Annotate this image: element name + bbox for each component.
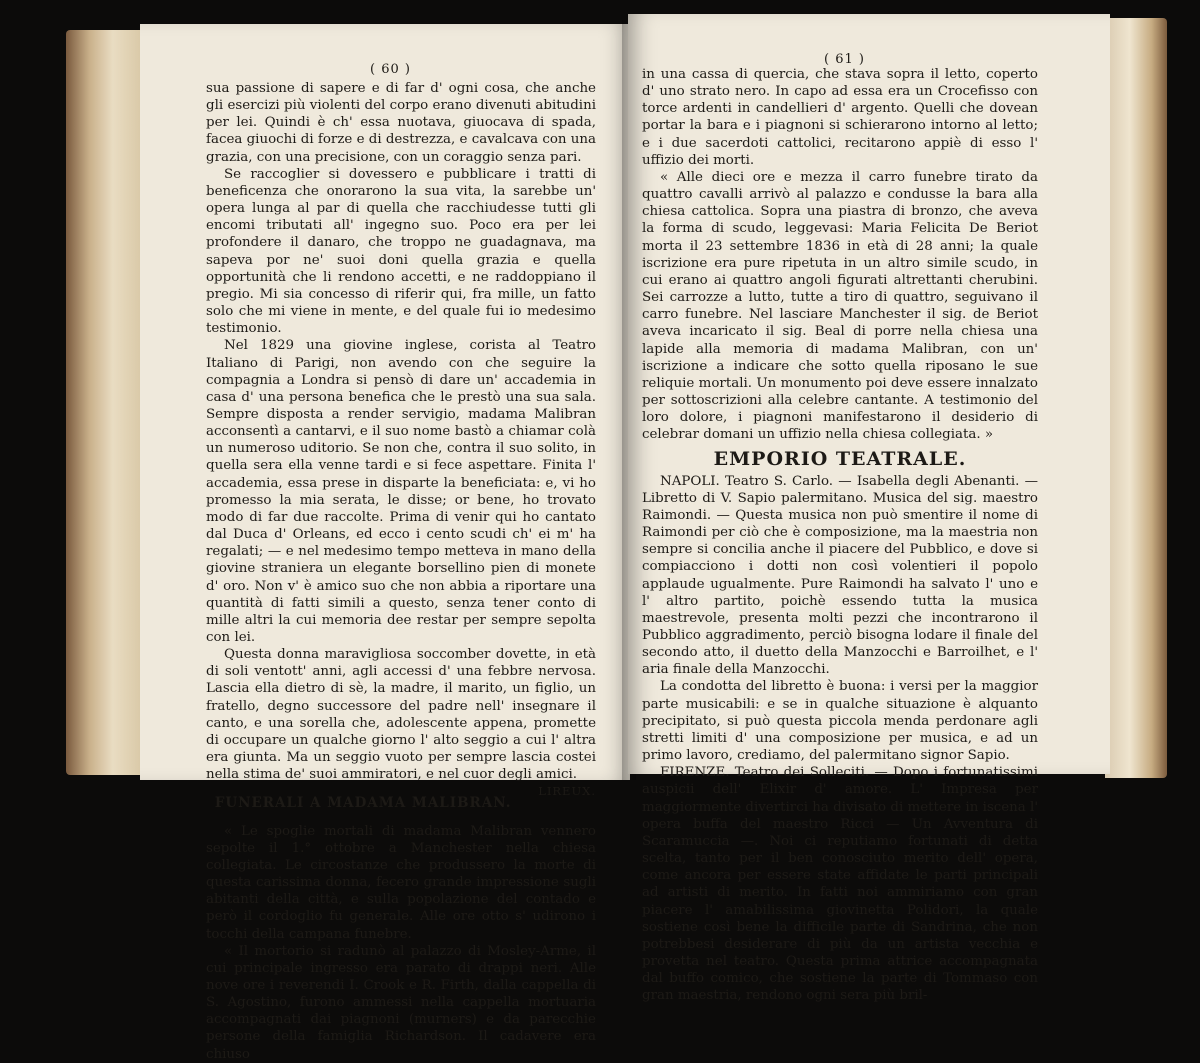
page-number: ( 61 )	[824, 52, 865, 67]
section-heading: FUNERALI A MADAMA MALIBRAN.	[214, 795, 512, 812]
paragraph: Nel 1829 una giovine inglese, corista al Teatro Italiano di Parigi, non avendo con che seguire la compagnia a Londra si pensò di dare un' accademia in casa d' una persona benefica che le prestò una sua sala. Sempre disposta a render servigio, madama Malibran acconsentì a cantarvi, e il suo nome bastò a chiamar colà un numeroso uditorio. Se non che, contra il suo solito, in quella sera ella venne tardi e si fece aspettare. Finita l' accademia, essa prese in disparte la beneficiata: e, vi ho promesso la mia serata, le disse; or bene, ho trovato modo di far due raccolte. Prima di venir qui ho cantato dal Duca d' Orleans, ed ecco i cento scudi ch' ei m' ha regalati; — e nel medesimo tempo metteva in mano della giovine straniera un elegante borsellino pien di monete d' oro. Non v' è amico suo che non abbia a riportare una quantità di fatti simili a questo, senza tener conto di mille altri la cui memoria dee restar per sempre sepolta con lei.	[206, 338, 596, 645]
left-page	[140, 24, 630, 1062]
text-column	[642, 66, 1038, 1004]
paragraph	[206, 646, 596, 799]
book-page-edges-left	[66, 30, 144, 775]
paragraph-text: Questa donna maravigliosa soccomber dovette, in età di soli ventott' anni, agli accessi d' una febbre nervosa. Lascia ella dietro di sè, la madre, il marito, un figlio, un fratello, degno successore del padre nell' insegnare il canto, e una sorella che, adolescente appena, promette di occupare un qualche giorno l' alto seggio a cui l' altra era giunta. Ma un seggio vuoto per sempre lascia costei nella stima de' suoi ammiratori, e nel cuor degli amici.	[206, 647, 596, 783]
paragraph: Se raccoglier si dovessero e pubblicare i tratti di beneficenza che onorarono la sua vita, la sarebbe un' opera lunga al par di quella che racchiudesse tutti gli encomi tributati all' ingegno suo. Poco era per lei profondere il danaro, che troppo ne guadagnava, ma sapeva por ne' suoi doni quella grazia e quella opportunità che li rendono accetti, e ne raddoppiano il pregio. Mi sia concesso di riferir qui, fra mille, un fatto solo che mi viene in mente, e del quale fui io medesimo testimonio.	[206, 166, 596, 337]
paragraph: FIRENZE. Teatro dei Solleciti. — Dopo i fortunatissimi auspicii dell' Elixir d' amore. L' Impresa per maggiormente divertirci ha divisato di mettere in iscena l' opera buffa del maestro Ricci — Un Avventura di Scaramuccia —. Noi ci reputiamo fortunati di detta scelta, tanto per il ben conosciuto merito dell' opera, come ancora per essere state affidate le parti principali ad artisti di merito. In fatti noi ammiriamo con gran piacere l' amabilissima giovinetta Polidori, la quale sostiene così bene la difficile parte di Sandrina, che non potrebbesi desiderare di più da un artista vecchia e provetta nel teatro. Questa prima attrice accompagnata dal buffo comico, che sostiene la parte di Tommaso con gran maestria, rendono ogni sera più bril-	[642, 765, 1038, 1004]
paragraph: sua passione di sapere e di far d' ogni cosa, che anche gli esercizi più violenti del corpo erano divenuti abitudini per lei. Quindi è ch' essa nuotava, giuocava di spada, facea giuochi di forze e di destrezza, e cavalcava con una grazia, con una precisione, con un coraggio senza pari.	[206, 81, 597, 165]
book-page-edges-right	[1105, 18, 1167, 778]
page-number: ( 60 )	[370, 62, 411, 77]
right-page	[628, 14, 1110, 1004]
text-column	[206, 80, 596, 1063]
paragraph: NAPOLI. Teatro S. Carlo. — Isabella degli Abenanti. — Libretto di V. Sapio palermitano. Musica del sig. maestro Raimondi. — Questa musica non può smentire il nome di Raimondi per ciò che è composizione, ma la maestria non sempre si concilia anche il piacere del Pubblico, e dove si compiacciono i dotti non così volentieri il popolo applaude ugualmente. Pure Raimondi ha salvato l' uno e l' altro partito, poichè essendo tutta la musica maestrevole, presenta molti pezzi che incontrarono il Pubblico aggradimento, perciò bisogna lodare il finale del secondo atto, il duetto della Manzocchi e Barroilhet, e l' aria finale della Manzocchi.	[642, 473, 1038, 678]
paragraph: La condotta del libretto è buona: i versi per la maggior parte musicabili: e se in qualche situazione è alquanto precipitato, si può questa piccola menda perdonare agli stretti limiti d' una composizione per musica, e ad un primo lavoro, crediamo, del palermitano signor Sapio.	[642, 679, 1038, 764]
paragraph: in una cassa di quercia, che stava sopra il letto, coperto d' uno strato nero. In capo ad essa era un Crocefisso con torce ardenti in candellieri d' argento. Quelli che dovean portar la bara e i piagnoni si schierarono intorno al letto; e i due sacerdoti cattolici, recitarono appiè di esso l' uffizio dei morti.	[642, 67, 1038, 168]
paragraph: « Il mortorio si radunò al palazzo di Mosley-Arme, il cui principale ingresso era parato di drappi neri. Alle nove ore i reverendi I. Crook e R. Firth, dalla cappella di S. Agostino, furono ammessi nella cappella mortuaria accompagnati dai piagnoni (murners) e da parecchie persone della famiglia Richardson. Il cadavere era chiuso	[206, 943, 596, 1062]
paragraph: « Le spoglie mortali di madama Malibran vennero sepolte il 1.° ottobre a Manchester nella chiesa collegiata. Le circostanze che produssero la morte di questa carissima donna, fecero grande impressione sugli abitanti della città, e sulla popolazione del contado e però il cordoglio fu generale. Alle ore otto s' udirono i tocchi della campana funebre.	[206, 823, 596, 942]
paragraph: « Alle dieci ore e mezza il carro funebre tirato da quattro cavalli arrivò al palazzo e condusse la bara alla chiesa cattolica. Sopra una piastra di bronzo, che aveva la forma di scudo, leggevasi: Maria Felicita De Beriot morta il 23 settembre 1836 in età di 28 anni; la quale iscrizione era pure ripetuta in un altro simile scudo, in cui erano ai quattro angoli figurati altrettanti cherubini. Sei carrozze a lutto, tutte a tiro di quattro, seguivano il carro funebre. Nel lasciare Manchester il sig. de Beriot aveva incaricato il sig. Beal di porre nella chiesa una lapide alla memoria di madama Malibran, con un' iscrizione a indicare che sotto quella riposano le sue reliquie mortali. Un monumento poi deve essere innalzato per sottoscrizioni alla celebre cantante. A testimonio del loro dolore, i piagnoni manifestarono il desiderio di celebrar domani un uffizio nella chiesa collegiata. »	[642, 169, 1038, 443]
author-signature: LIREUX.	[538, 784, 596, 799]
section-heading: EMPORIO TEATRALE.	[713, 448, 967, 471]
